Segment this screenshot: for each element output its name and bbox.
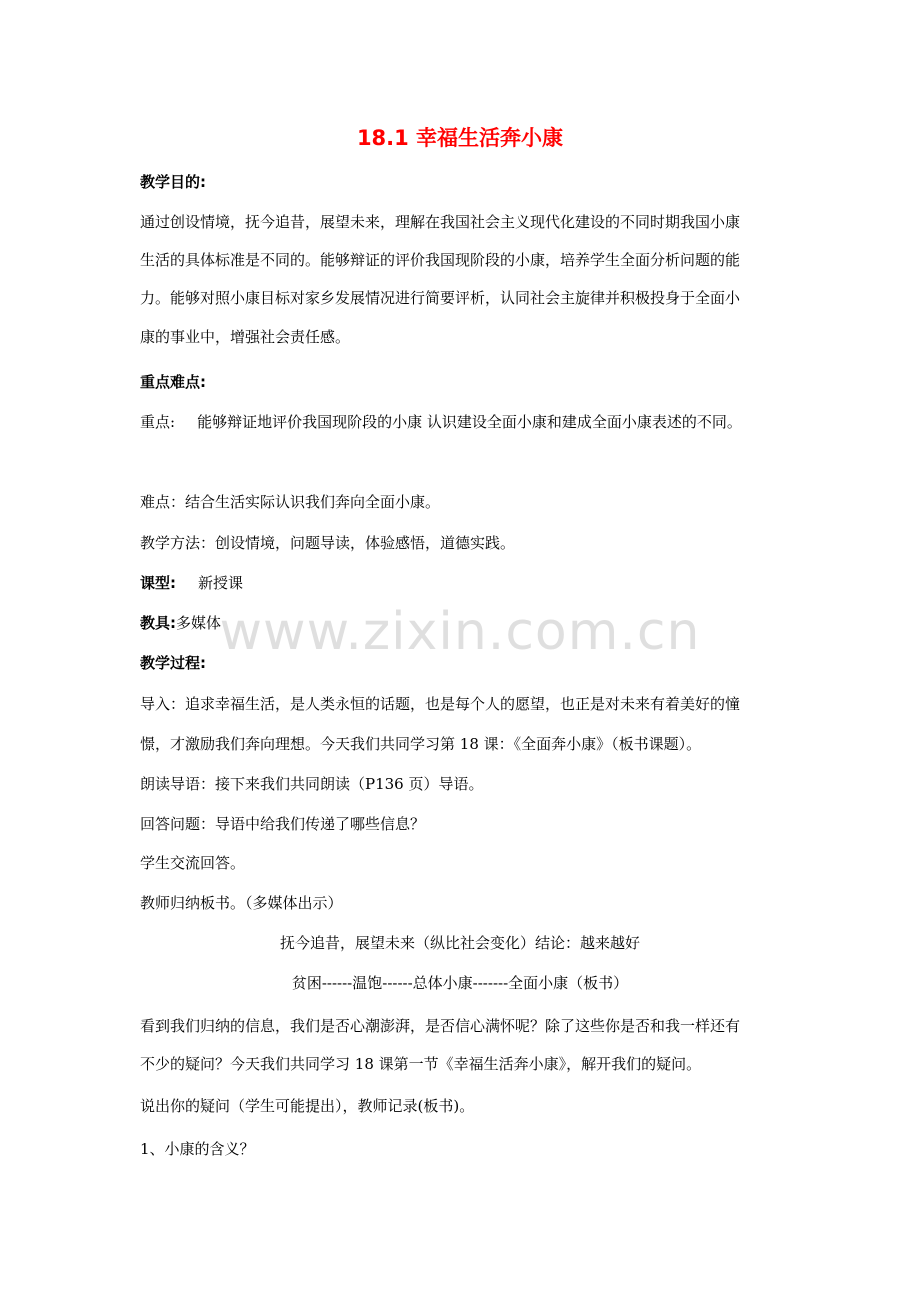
teaching-method: 教学方法：创设情境，问题导读，体验感悟，道德实践。 bbox=[140, 534, 516, 552]
after-line-1: 看到我们归纳的信息，我们是否心潮澎湃，是否信心满怀呢？除了这些你是否和我一样还有 bbox=[140, 1017, 741, 1035]
board-line-1: 抚今追昔，展望未来（纵比社会变化）结论：越来越好 bbox=[279, 934, 640, 952]
process-line-2: 憬，才激励我们奔向理想。今天我们共同学习第 18 课：《全面奔小康》（板书课题）。 bbox=[140, 735, 702, 753]
tools-value: 多媒体 bbox=[176, 614, 222, 632]
process-line-5: 学生交流回答。 bbox=[140, 854, 246, 872]
objectives-line-4: 康的事业中，增强社会责任感。 bbox=[140, 328, 351, 346]
process-line-3: 朗读导语：接下来我们共同朗读（P136 页）导语。 bbox=[140, 775, 484, 793]
objectives-line-2: 生活的具体标准是不同的。能够辩证的评价我国现阶段的小康，培养学生全面分析问题的能 bbox=[140, 251, 741, 269]
objectives-line-1: 通过创设情境，抚今追昔，展望未来，理解在我国社会主义现代化建设的不同时期我国小康 bbox=[140, 213, 741, 231]
teaching-tools bbox=[140, 613, 221, 633]
key-point-label: 重点: bbox=[140, 413, 176, 431]
process-heading: 教学过程: bbox=[140, 654, 206, 672]
board-line-2: 贫困------温饱------总体小康-------全面小康（板书） bbox=[291, 974, 629, 992]
key-point-text: 能够辩证地评价我国现阶段的小康 认识建设全面小康和建成全面小康表述的不同。 bbox=[197, 413, 742, 431]
lesson-type-value: 新授课 bbox=[198, 574, 244, 592]
key-point-line bbox=[140, 412, 742, 432]
process-line-6: 教师归纳板书。（多媒体出示） bbox=[140, 894, 343, 912]
lesson-type bbox=[140, 573, 243, 593]
page-title: 18.1 幸福生活奔小康 bbox=[356, 126, 564, 150]
key-points-heading: 重点难点: bbox=[140, 373, 206, 391]
lesson-type-label: 课型: bbox=[140, 574, 176, 592]
process-line-1: 导入：追求幸福生活，是人类永恒的话题，也是每个人的愿望，也正是对未来有着美好的憧 bbox=[140, 695, 741, 713]
after-line-2: 不少的疑问？今天我们共同学习 18 课第一节《幸福生活奔小康》，解开我们的疑问。 bbox=[140, 1055, 702, 1073]
objectives-heading: 教学目的: bbox=[140, 173, 206, 191]
difficult-point: 难点：结合生活实际认识我们奔向全面小康。 bbox=[140, 493, 441, 511]
objectives-line-3: 力。能够对照小康目标对家乡发展情况进行简要评析，认同社会主旋律并积极投身于全面小 bbox=[140, 289, 741, 307]
process-line-4: 回答问题：导语中给我们传递了哪些信息？ bbox=[140, 815, 426, 833]
after-line-4: 1、小康的含义？ bbox=[140, 1140, 255, 1158]
watermark: www.zixin.com.cn bbox=[219, 602, 701, 662]
tools-label: 教具: bbox=[140, 614, 176, 632]
after-line-3: 说出你的疑问（学生可能提出），教师记录(板书)。 bbox=[140, 1097, 475, 1115]
